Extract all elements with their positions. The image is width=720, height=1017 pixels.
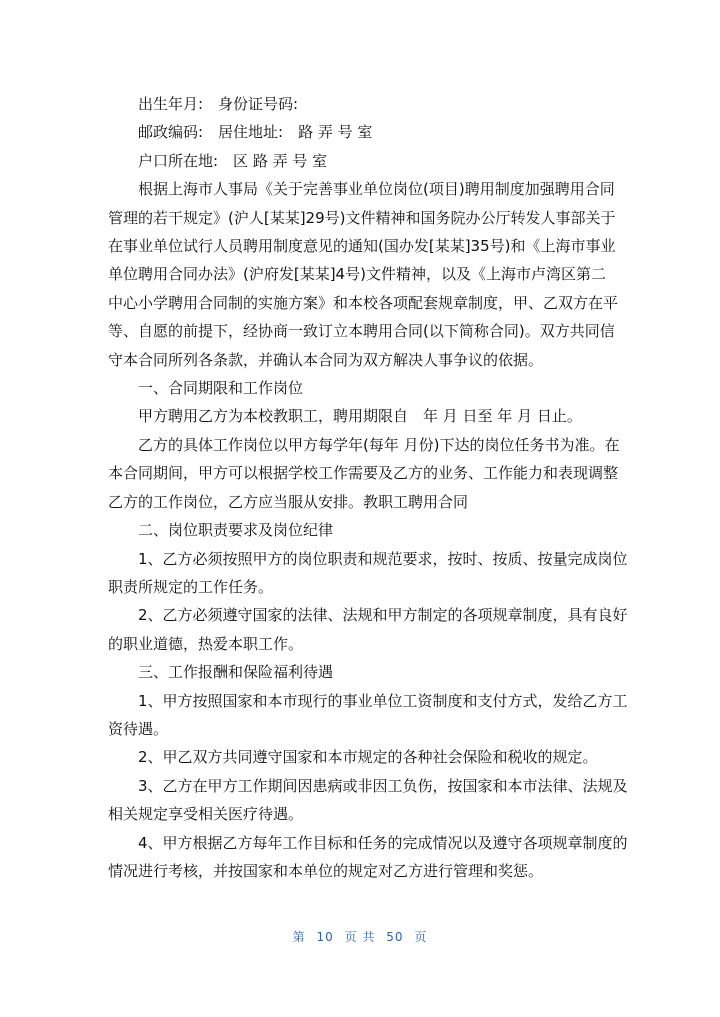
- field-postcode-address: 邮政编码: 居住地址: 路 弄 号 室: [138, 123, 373, 142]
- section-heading: 三、工作报酬和保险福利待遇: [138, 663, 334, 682]
- paragraph-line: 职责所规定的工作任务。: [108, 577, 274, 596]
- paragraph-line: 3、乙方在甲方工作期间因患病或非因工负伤，按国家和本市法律、法规及: [138, 776, 628, 795]
- paragraph-line: 4、甲方根据乙方每年工作目标和任务的完成情况以及遵守各项规章制度的: [138, 833, 628, 852]
- paragraph-line: 等、自愿的前提下，经协商一致订立本聘用合同(以下简称合同)。双方共同信: [108, 322, 615, 341]
- field-birth-id: 出生年月: 身份证号码:: [138, 95, 299, 113]
- section-heading: 二、岗位职责要求及岗位纪律: [138, 521, 334, 540]
- paragraph-line: 本合同期间，甲方可以根据学校工作需要及乙方的业务、工作能力和表现调整: [108, 464, 619, 483]
- paragraph-line: 在事业单位试行人员聘用制度意见的通知(国办发[某某]35号)和《上海市事业: [108, 237, 616, 256]
- paragraph-line: 管理的若干规定》(沪人[某某]29号)文件精神和国务院办公厅转发人事部关于: [108, 208, 616, 227]
- paragraph-line: 1、甲方按照国家和本市现行的事业单位工资制度和支付方式，发给乙方工: [138, 691, 628, 710]
- paragraph-line: 情况进行考核，并按国家和本单位的规定对乙方进行管理和奖惩。: [108, 861, 544, 880]
- paragraph-line: 2、乙方必须遵守国家的法律、法规和甲方制定的各项规章制度，具有良好: [138, 606, 628, 625]
- page-number: 10: [316, 930, 334, 944]
- paragraph-line: 的职业道德，热爱本职工作。: [108, 634, 304, 653]
- paragraph-line: 守本合同所列各条款，并确认本合同为双方解决人事争议的依据。: [108, 350, 544, 369]
- paragraph-line: 根据上海市人事局《关于完善事业单位岗位(项目)聘用制度加强聘用合同: [138, 180, 615, 199]
- footer-middle: 页 共: [344, 930, 376, 944]
- paragraph-line: 中心小学聘用合同制的实施方案》和本校各项配套规章制度，甲、乙双方在平: [108, 293, 619, 312]
- section-heading: 一、合同期限和工作岗位: [138, 379, 304, 398]
- paragraph-line: 乙方的工作岗位，乙方应当服从安排。教职工聘用合同: [108, 492, 469, 511]
- paragraph-line: 1、乙方必须按照甲方的岗位职责和规范要求，按时、按质、按量完成岗位: [138, 549, 628, 568]
- page-footer: [0, 928, 720, 945]
- footer-prefix: 第: [292, 930, 306, 944]
- paragraph-line: 2、甲乙双方共同遵守国家和本市规定的各种社会保险和税收的规定。: [138, 748, 598, 767]
- paragraph-line: 单位聘用合同办法》(沪府发[某某]4号)文件精神，以及《上海市卢湾区第二: [108, 265, 606, 284]
- document-body: [108, 90, 628, 885]
- paragraph-line: 资待遇。: [108, 719, 169, 738]
- paragraph-line: 相关规定享受相关医疗待遇。: [108, 805, 304, 824]
- paragraph-line: 乙方的具体工作岗位以甲方每学年(每年 月份)下达的岗位任务书为准。在: [138, 435, 620, 454]
- field-household-registration: 户口所在地: 区 路 弄 号 室: [138, 151, 328, 170]
- page-total: 50: [386, 930, 404, 944]
- footer-suffix: 页: [414, 930, 428, 944]
- paragraph-line: 甲方聘用乙方为本校教职工，聘用期限自 年 月 日至 年 月 日止。: [138, 407, 582, 426]
